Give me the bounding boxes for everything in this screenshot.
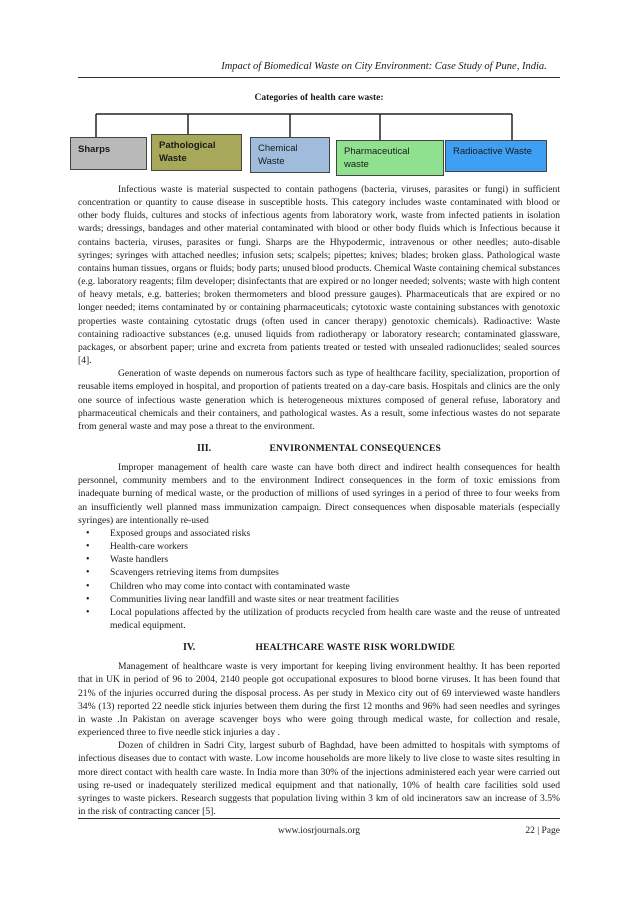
bullet-icon: • — [86, 554, 90, 566]
bullet-icon: • — [86, 580, 90, 592]
category-box-radioactive: Radioactive Waste — [445, 140, 547, 172]
bullet-icon: • — [86, 593, 90, 605]
body-paragraph: Generation of waste depends on numerous factors such as type of healthcare facility, specialization, proportion of reusable items employed in hospital, and proportion of patients treated on a day-care basis. Hospitals and clinics are the only one source of infectious waste generation which is heterogeneous mixtures composed of general refuse, laboratory and pharmaceutical chemicals and their containers, and pathological wastes. As a result, some infectious wastes do not separate from general waste and may pose a threat to the environment. — [78, 368, 560, 432]
section-title: HEALTHCARE WASTE RISK WORLDWIDE — [255, 643, 455, 654]
consequences-list — [78, 527, 560, 632]
list-item: • Local populations affected by the utilization of products recycled from health care waste and the reuse of untreated medical equipment. — [86, 606, 560, 631]
bullet-icon: • — [86, 527, 90, 539]
list-item: • Waste handlers — [86, 554, 169, 566]
section-number: IV. — [182, 642, 196, 654]
running-title: Impact of Biomedical Waste on City Environment: Case Study of Pune, India. — [221, 61, 547, 72]
category-box-chemical: Chemical Waste — [250, 137, 330, 173]
section-heading-4 — [78, 641, 560, 655]
category-box-sharps: Sharps — [70, 137, 147, 170]
diagram-title: Categories of health care waste: — [254, 93, 384, 103]
list-item: • Children who may come into contact with contaminated waste — [86, 580, 350, 592]
list-item: • Communities living near landfill and waste sites or near treatment facilities — [86, 593, 399, 605]
category-box-pathological: Pathological Waste — [151, 134, 242, 171]
list-item: • Health-care workers — [86, 541, 189, 553]
bullet-icon: • — [86, 606, 90, 618]
category-box-pharmaceutical: Pharmaceutical waste — [336, 140, 444, 176]
body-paragraph: Management of healthcare waste is very important for keeping living environment healthy. It has been reported that in UK in period of 96 to 2004, 2140 people got occupational exposures to blood borne viruses. It has been found that 21% of the injuries occurred during the disposal process. As per study in Mexico city out of 69 interviewed waste handlers 34% (13) reported 22 needle stick injuries between them during the first 12 months and 96% had seen needles and syringes in waste .In Pakistan on average scavenger boys who were going through medical waste, for collection and resale, experienced three to five needle stick injuries a day . — [78, 661, 560, 739]
bullet-icon: • — [86, 567, 90, 579]
footer-rule — [78, 818, 560, 819]
article-body — [78, 183, 560, 818]
page-number: 22 | Page — [525, 826, 560, 836]
section-number: III. — [196, 442, 212, 454]
section-heading-3 — [78, 442, 560, 456]
waste-categories-diagram — [0, 0, 638, 190]
footer-url: www.iosrjournals.org — [277, 826, 361, 836]
body-paragraph: Dozen of children in Sadri City, largest suburb of Baghdad, have been admitted to hospitals with symptoms of infectious diseases due to contact with waste. Low income households are more likely to live close to waste sites resulting in more direct contact with health care waste. In India more than 30% of the injections administered each year were carried out using re-used or inadequately sterilized medical equipment and that nationally, 10% of health care facilities sold used syringes to waste pickers. Research suggests that population living within 3 km of old incinerators saw an increase of 3.5% in the risk of contracting cancer [5]. — [78, 740, 560, 818]
body-paragraph: Improper management of health care waste can have both direct and indirect health consequences for health personnel, community members and to the environment Indirect consequences in the form of toxic emissions from inadequate burning of medical waste, or the production of millions of used syringes in a period of three to four weeks from an insufficiently well planned mass immunization campaign. Direct consequences when disposable materials (especially syringes) are intentionally re-used — [78, 462, 560, 526]
body-paragraph: Infectious waste is material suspected to contain pathogens (bacteria, viruses, parasites or fungi) in sufficient concentration or quantity to cause disease in susceptible hosts. This category includes waste contaminated with blood or other body fluids, cultures and stocks of infectious agents from laboratory work, waste from infected patients in isolation wards; dressings, bandages and other material contaminated with blood or other body fluids which is Infectious because it contains bacteria, viruses, parasites or fungi. Sharps are the Hhypodermic, intravenous or other needles; auto-disable syringes; syringes with attached needles; infusion sets; scalpels; pipettes; knives; blades; broken glass. Pathological waste contains human tissues, organs or fluids; body parts; unused blood products. Chemical Waste containing chemical substances (e.g. laboratory reagents; film developer; disinfectants that are expired or no longer needed; solvents; waste with high content of heavy metals, e.g. batteries; broken thermometers and blood pressure gauges). Pharmaceuticals that are expired or no longer needed; items contaminated by or containing pharmaceuticals; cytotoxic waste containing substances with genotoxic properties waste containing cytostatic drugs (often used in cancer therapy) genotoxic chemicals). Radioactive: Waste containing radioactive substances (e.g. unused liquids from radiotherapy or laboratory research; contaminated glassware, packages, or absorbent paper; urine and excreta from patients treated or tested with unsealed radionuclides; sealed sources [4]. — [78, 184, 560, 367]
section-title: ENVIRONMENTAL CONSEQUENCES — [269, 443, 442, 454]
bullet-icon: • — [86, 541, 90, 553]
list-item: • Exposed groups and associated risks — [86, 527, 251, 539]
list-item: • Scavengers retrieving items from dumpsites — [86, 567, 279, 579]
